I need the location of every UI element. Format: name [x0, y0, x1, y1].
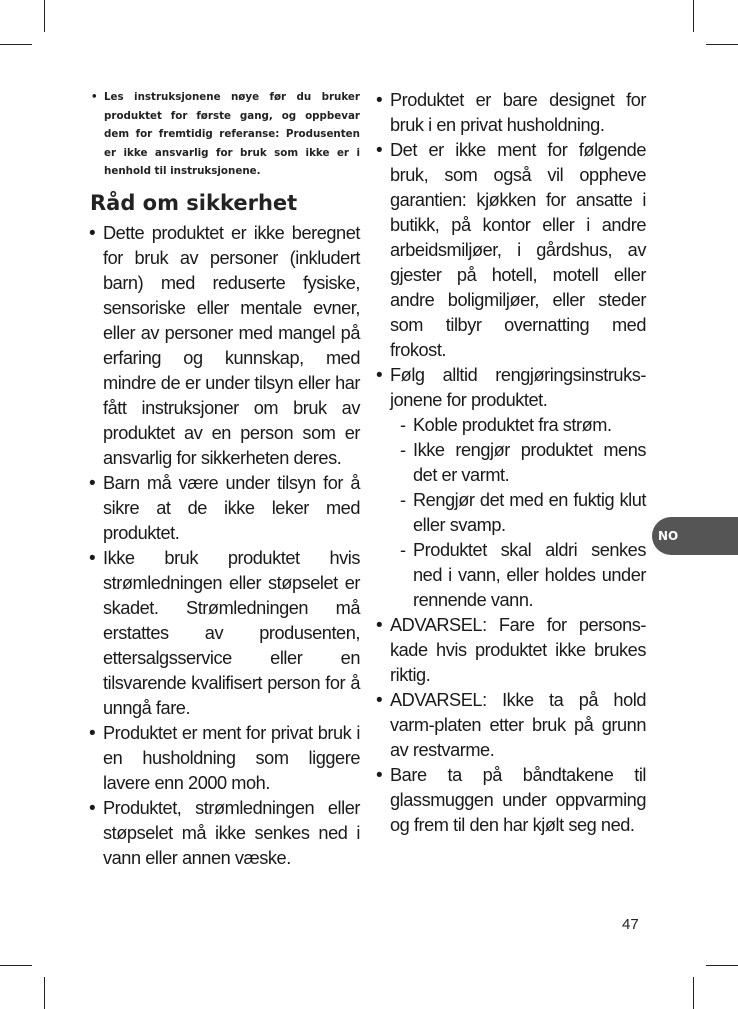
- list-item: [90, 796, 360, 871]
- list-item-text: Produktet er ment for privat bruk i en husholdning som liggere lavere enn 2000 moh.: [103, 722, 360, 793]
- list-item-text: Barn må være under tilsyn for å sikre at de ikke leker med produktet.: [103, 472, 360, 543]
- list-item: [90, 546, 360, 721]
- cleaning-step-text: Koble produktet fra strøm.: [413, 415, 612, 435]
- cleaning-step-text: Ikke rengjør produktet mens det er varmt.: [413, 440, 646, 485]
- cleaning-step: [390, 413, 646, 438]
- bullet-icon: •: [91, 91, 98, 103]
- bullet-icon: •: [89, 222, 96, 244]
- language-tab: NO: [652, 517, 738, 555]
- dash-icon: -: [400, 540, 406, 560]
- list-item-text: Produktet, strømledningen eller støpselet må ikke senkes ned i vann eller annen væske.: [103, 797, 360, 868]
- cleaning-step: [390, 438, 646, 488]
- list-item-text: Produktet er bare designet for bruk i en privat husholdning.: [390, 90, 646, 135]
- intro-bullet: [90, 88, 360, 181]
- list-item: [377, 138, 646, 363]
- list-item-text: ADVARSEL: Fare for persons-kade hvis produktet ikke brukes riktig.: [390, 615, 646, 685]
- list-item: [377, 763, 646, 838]
- bullet-icon: •: [376, 690, 383, 711]
- right-column: [377, 88, 646, 838]
- list-item: [90, 471, 360, 546]
- bullet-icon: •: [376, 140, 383, 161]
- list-item: [377, 688, 646, 763]
- crop-mark: [0, 965, 32, 966]
- list-item: [377, 363, 646, 613]
- list-item: [90, 721, 360, 796]
- list-item: [377, 613, 646, 688]
- crop-mark: [44, 0, 45, 32]
- crop-mark: [706, 44, 738, 45]
- crop-mark: [44, 977, 45, 1009]
- intro-text: Les instruksjonene nøye før du bruker produktet for første gang, og oppbevar dem for fremtidig referanse: Produsenten er ikke ansvarlig for bruk som ikke er i henhold til instruksjonene.: [104, 91, 360, 178]
- bullet-icon: •: [376, 365, 383, 386]
- cleaning-step-text: Rengjør det med en fuktig klut eller svamp.: [413, 490, 646, 535]
- crop-mark: [0, 44, 32, 45]
- dash-icon: -: [400, 440, 406, 460]
- list-item-text: Bare ta på båndtakene til glassmuggen under oppvarming og frem til den har kjølt seg ned.: [390, 765, 646, 835]
- cleaning-step-text: Produktet skal aldri senkes ned i vann, eller holdes under rennende vann.: [413, 540, 646, 610]
- crop-mark: [693, 0, 694, 32]
- page-number: 47: [622, 916, 639, 933]
- section-heading: Råd om sikkerhet: [90, 190, 298, 215]
- list-item-text: ADVARSEL: Ikke ta på hold varm-platen etter bruk på grunn av restvarme.: [390, 690, 646, 760]
- list-item-text: Dette produktet er ikke beregnet for bruk av personer (inkludert barn) med reduserte fysiske, sensoriske eller mentale evner, eller av personer med mangel på erfaring og kunnskap, med mindre de er under tilsyn eller har fått instruksjoner om bruk av produktet av en person som er ansvarlig for sikkerheten deres.: [103, 222, 360, 468]
- left-column: [90, 88, 360, 871]
- crop-mark: [706, 965, 738, 966]
- bullet-icon: •: [89, 547, 96, 569]
- cleaning-step: [390, 538, 646, 613]
- list-item: [377, 88, 646, 138]
- bullet-icon: •: [89, 722, 96, 744]
- bullet-icon: •: [376, 765, 383, 786]
- bullet-icon: •: [376, 90, 383, 111]
- list-item-text: Det er ikke ment for følgende bruk, som også vil oppheve garantien: kjøkken for ansatte i butikk, på kontor eller i andre arbeidsmiljøer, i gårdshus, av gjester på hotell, motell eller andre boligmiljøer, eller steder som tilbyr overnatting med frokost.: [390, 140, 646, 360]
- cleaning-step: [390, 488, 646, 538]
- list-item-text: Følg alltid rengjøringsinstruks-jonene for produktet.: [390, 365, 646, 410]
- dash-icon: -: [400, 490, 406, 510]
- list-item: [90, 221, 360, 471]
- list-item-text: Ikke bruk produktet hvis strømledningen eller støpselet er skadet. Strømledningen må erstattes av produsenten, ettersalgsservice eller en tilsvarende kvalifisert person for å unngå fare.: [103, 547, 360, 718]
- bullet-icon: •: [89, 472, 96, 494]
- dash-icon: -: [400, 415, 406, 435]
- bullet-icon: •: [89, 797, 96, 819]
- crop-mark: [693, 977, 694, 1009]
- bullet-icon: •: [376, 615, 383, 636]
